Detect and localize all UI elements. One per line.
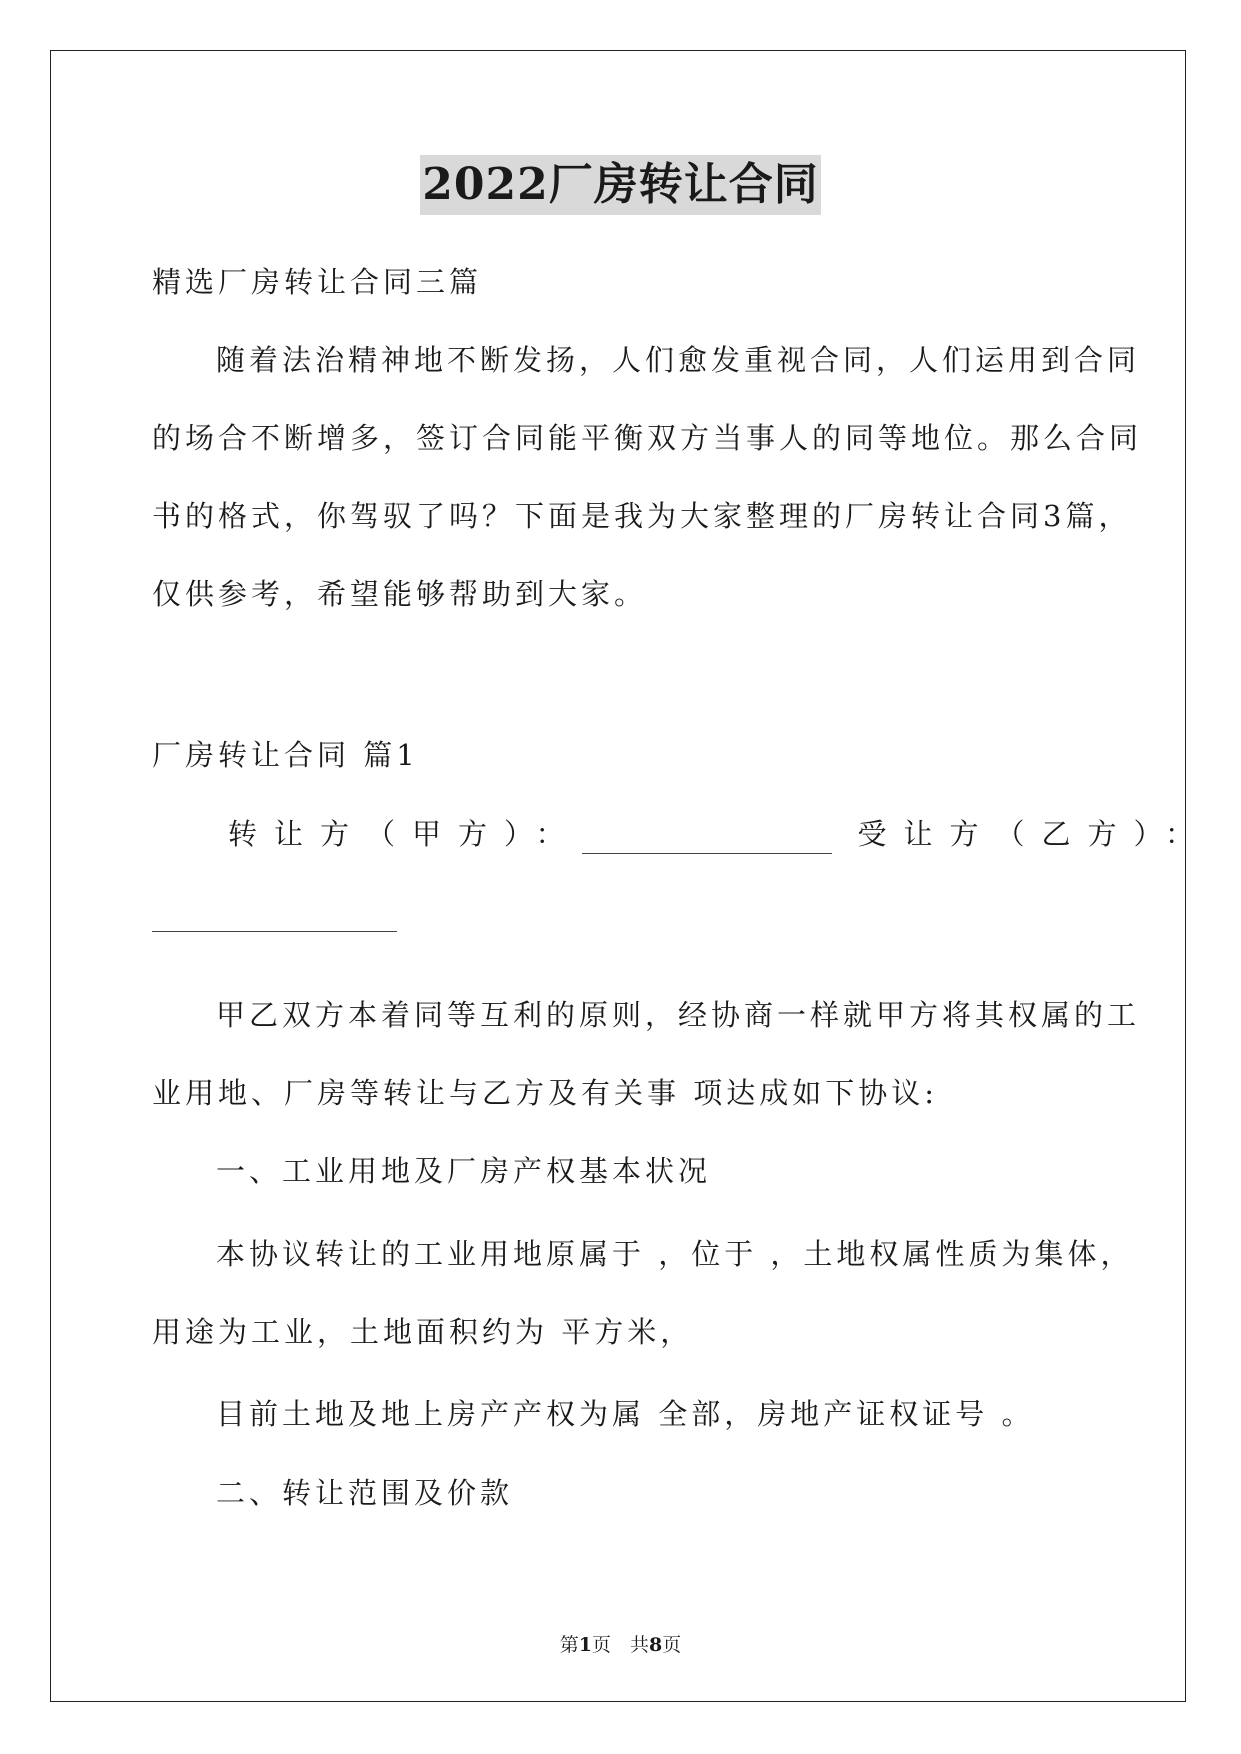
body-line-1: 甲乙双方本着同等互利的原则，经协商一样就甲方将其权属的工 — [216, 998, 1141, 1032]
party-line — [228, 814, 1211, 854]
page-footer — [0, 1630, 1241, 1657]
intro-line-3: 书的格式，你驾驭了吗？下面是我为大家整理的厂房转让合同3篇， — [152, 499, 1132, 533]
clause-heading-1: 一、工业用地及厂房产权基本状况 — [216, 1154, 712, 1188]
intro-line-1: 随着法治精神地不断发扬，人们愈发重视合同，人们运用到合同 — [216, 343, 1141, 377]
body-line-2: 业用地、厂房等转让与乙方及有关事 项达成如下协议: — [152, 1076, 938, 1110]
body-line-3: 本协议转让的工业用地原属于 ，位于 ，土地权属性质为集体， — [216, 1237, 1134, 1271]
section-heading: 厂房转让合同 篇1 — [152, 738, 419, 772]
party-b-label: 受让方（乙方）： — [857, 817, 1212, 851]
body-line-5: 目前土地及地上房产产权为属 全部，房地产证权证号 。 — [216, 1397, 1035, 1431]
intro-line-4: 仅供参考，希望能够帮助到大家。 — [152, 577, 648, 611]
clause-heading-2: 二、转让范围及价款 — [216, 1476, 514, 1510]
party-a-label: 转让方（甲方）： — [228, 817, 582, 851]
party-a-blank — [582, 823, 832, 854]
body-line-4: 用途为工业，土地面积约为 平方米， — [152, 1315, 694, 1349]
title-container — [0, 155, 1241, 215]
footer-page-current: 1 — [578, 1634, 592, 1656]
intro-line-2: 的场合不断增多，签订合同能平衡双方当事人的同等地位。那么合同 — [152, 421, 1143, 455]
footer-page-mid: 页 共 — [591, 1634, 649, 1656]
footer-page-prefix: 第 — [559, 1634, 579, 1656]
footer-page-suffix: 页 — [662, 1634, 682, 1656]
party-b-blank — [152, 917, 397, 932]
document-subtitle: 精选厂房转让合同三篇 — [152, 265, 483, 299]
footer-page-total: 8 — [649, 1634, 663, 1656]
document-title: 2022厂房转让合同 — [420, 155, 820, 215]
party-b-line — [152, 892, 397, 932]
